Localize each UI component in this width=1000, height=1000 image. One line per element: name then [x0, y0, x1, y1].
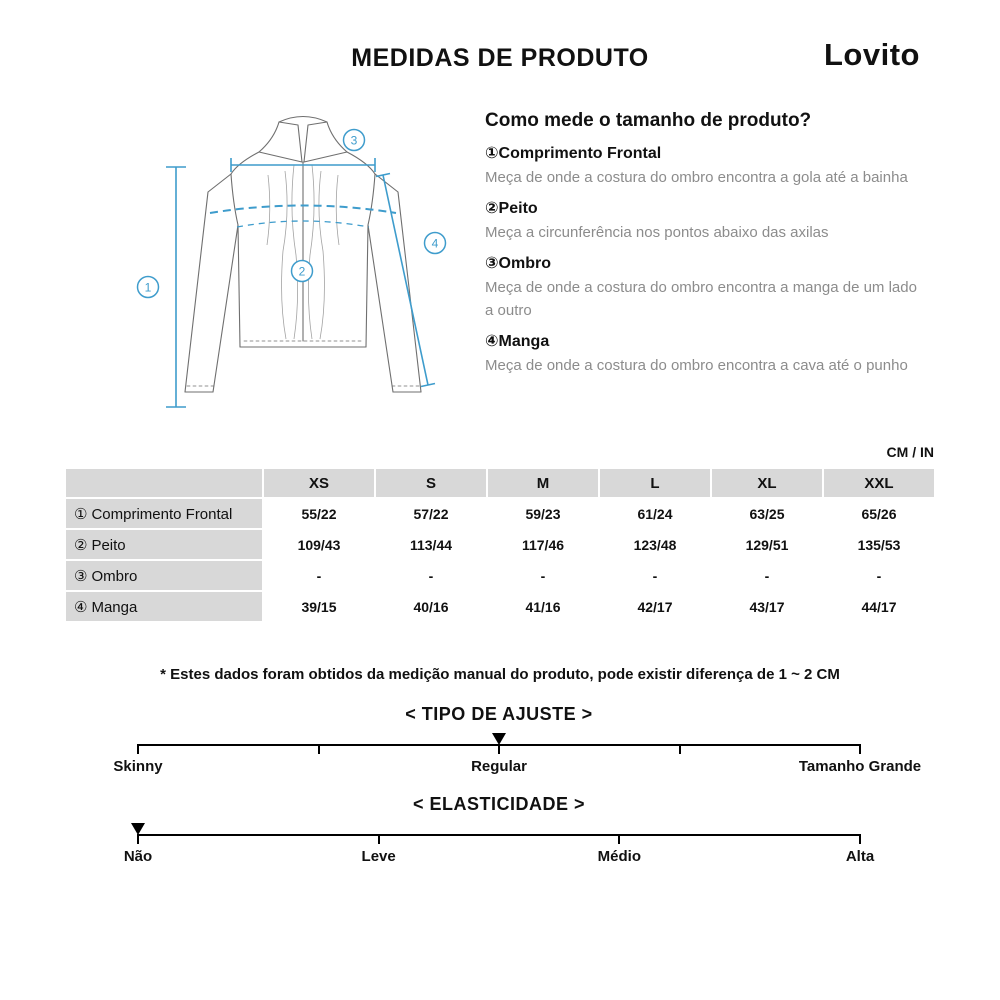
size-row-label: ④ Manga: [66, 592, 262, 621]
scale-label: Alta: [845, 848, 875, 865]
size-cell: 39/15: [264, 592, 374, 621]
guide-item-desc: Meça de onde a costura do ombro encontra a manga de um lado a outro: [485, 279, 917, 319]
size-col-header: S: [376, 469, 486, 497]
measurement-lines: [166, 158, 435, 407]
table-header-row: [66, 469, 934, 497]
size-cell: -: [488, 561, 598, 590]
size-cell: -: [712, 561, 822, 590]
size-cell: -: [264, 561, 374, 590]
size-cell: 55/22: [264, 499, 374, 528]
guide-item: [485, 142, 917, 189]
table-row: [66, 499, 934, 528]
table-row: [66, 592, 934, 621]
marker-1-circle: [138, 277, 159, 298]
size-cell: 41/16: [488, 592, 598, 621]
fit-scale-title: < TIPO DE AJUSTE >: [405, 704, 593, 724]
guide-item-num: ②: [485, 200, 499, 217]
size-col-header: XS: [264, 469, 374, 497]
size-cell: -: [824, 561, 934, 590]
marker-3-circle: [344, 130, 365, 151]
row-num: ③: [74, 567, 88, 585]
scale-tick: [318, 744, 320, 754]
brand-logo: Lovito: [824, 37, 920, 72]
size-cell: 59/23: [488, 499, 598, 528]
guide-item: [485, 197, 917, 244]
guide-item-label: ①Comprimento Frontal: [485, 145, 662, 162]
size-cell: -: [600, 561, 710, 590]
scale-tick: [859, 744, 861, 754]
svg-text:2: 2: [298, 264, 306, 279]
scale-tick: [498, 744, 500, 754]
size-col-header: XL: [712, 469, 822, 497]
sleeve-measure-line: [376, 174, 435, 387]
size-cell: 44/17: [824, 592, 934, 621]
size-cell: 57/22: [376, 499, 486, 528]
guide-item-label: ③Ombro: [485, 255, 551, 272]
size-col-header: L: [600, 469, 710, 497]
measurement-disclaimer: * Estes dados foram obtidos da medição manual do produto, pode existir diferença de 1 ~ 2 CM: [160, 666, 840, 683]
size-cell: 40/16: [376, 592, 486, 621]
scale-label: Tamanho Grande: [798, 758, 922, 775]
units-label: CM / IN: [886, 444, 934, 460]
jacket-diagram: [58, 95, 458, 440]
size-row-label: ① Comprimento Frontal: [66, 499, 262, 528]
scale-label: Skinny: [113, 758, 163, 775]
guide-item-desc: Meça a circunferência nos pontos abaixo das axilas: [485, 224, 829, 241]
svg-text:3: 3: [350, 133, 358, 148]
jacket-outline: [185, 117, 421, 393]
elasticity-scale: [123, 794, 875, 867]
size-cell: 63/25: [712, 499, 822, 528]
guide-heading: Como mede o tamanho de produto?: [485, 110, 812, 131]
svg-text:1: 1: [144, 280, 152, 295]
scale-line: [138, 834, 860, 836]
length-measure-line: [166, 167, 186, 407]
scale-tick: [137, 834, 139, 844]
elasticity-scale-track: [123, 821, 875, 867]
marker-4-circle: [425, 233, 446, 254]
size-cell: 123/48: [600, 530, 710, 559]
size-col-header: M: [488, 469, 598, 497]
guide-item-desc: Meça de onde a costura do ombro encontra a cava até o punho: [485, 357, 908, 374]
guide-item-num: ①: [485, 145, 499, 162]
table-corner-cell: [66, 469, 262, 497]
size-cell: 109/43: [264, 530, 374, 559]
size-cell: 129/51: [712, 530, 822, 559]
size-cell: 117/46: [488, 530, 598, 559]
size-cell: 42/17: [600, 592, 710, 621]
guide-item-num: ③: [485, 255, 499, 272]
guide-item-num: ④: [485, 333, 499, 350]
elasticity-scale-marker-icon: [131, 823, 145, 835]
size-cell: 135/53: [824, 530, 934, 559]
size-cell: 43/17: [712, 592, 822, 621]
fit-scale-marker-icon: [492, 733, 506, 745]
elasticity-scale-title: < ELASTICIDADE >: [412, 794, 586, 814]
scale-label: Regular: [471, 758, 527, 775]
marker-2-circle: [292, 261, 313, 282]
guide-item-label: ④Manga: [485, 333, 550, 350]
size-cell: 65/26: [824, 499, 934, 528]
guide-item-label: ②Peito: [485, 200, 538, 217]
scale-tick: [679, 744, 681, 754]
scale-label: Não: [123, 848, 153, 865]
table-row: [66, 530, 934, 559]
scale-tick: [137, 744, 139, 754]
measure-guide: [485, 110, 917, 377]
row-num: ②: [74, 536, 88, 554]
size-cell: -: [376, 561, 486, 590]
scale-label: Leve: [361, 848, 396, 865]
scale-label: Médio: [597, 848, 642, 865]
size-col-header: XXL: [824, 469, 934, 497]
guide-item-desc: Meça de onde a costura do ombro encontra a gola até a bainha: [485, 169, 908, 186]
size-row-label: ③ Ombro: [66, 561, 262, 590]
size-row-label: ② Peito: [66, 530, 262, 559]
fit-scale-track: [113, 731, 922, 777]
page-title: MEDIDAS DE PRODUTO: [351, 44, 649, 72]
row-num: ①: [74, 505, 88, 523]
size-cell: 113/44: [376, 530, 486, 559]
guide-item: [485, 252, 917, 322]
row-num: ④: [74, 598, 88, 616]
scale-tick: [378, 834, 380, 844]
scale-tick: [618, 834, 620, 844]
svg-text:4: 4: [431, 236, 439, 251]
size-table: [64, 467, 936, 623]
guide-item: [485, 330, 917, 377]
table-row: [66, 561, 934, 590]
scale-tick: [859, 834, 861, 844]
fit-scale: [113, 704, 922, 777]
size-cell: 61/24: [600, 499, 710, 528]
